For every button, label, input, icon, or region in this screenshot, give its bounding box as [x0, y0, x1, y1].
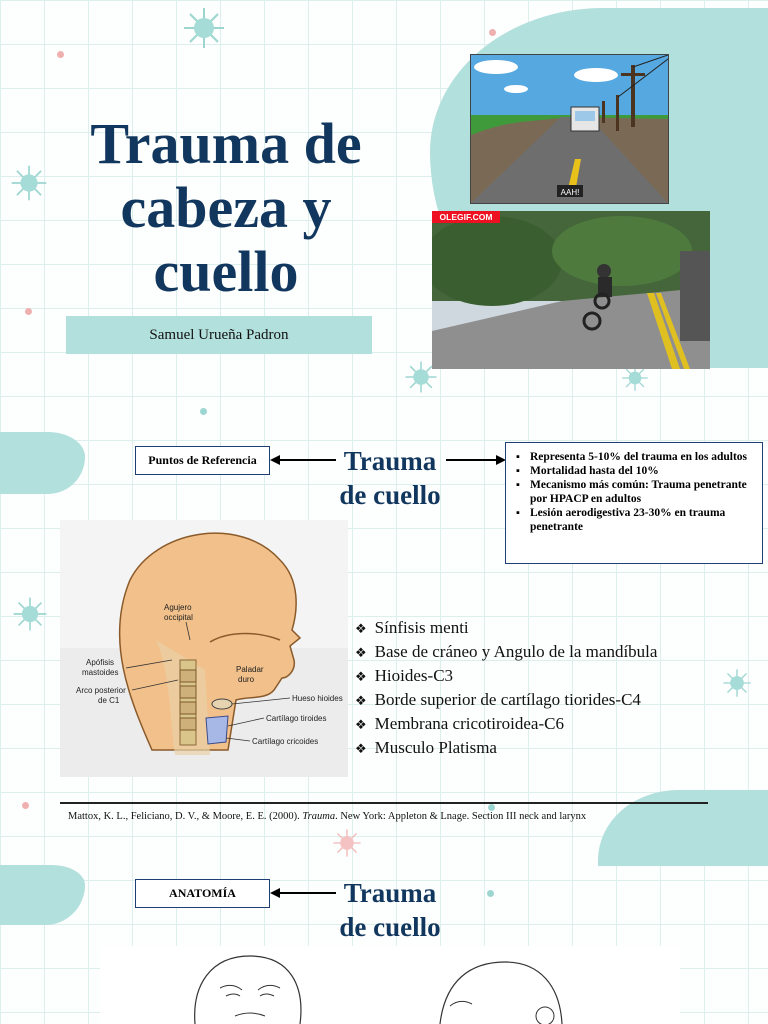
decor-dot	[25, 308, 32, 315]
virus-icon	[12, 596, 48, 632]
label-occipital: occipital	[164, 613, 193, 622]
cartoon-truck-image	[470, 54, 669, 204]
virus-icon	[332, 828, 362, 858]
neck-section-title	[332, 444, 448, 512]
label-paladar1: Paladar	[236, 665, 264, 674]
author-name: Samuel Urueña Padron	[66, 316, 372, 354]
landmark-item: ❖ Musculo Platisma	[355, 738, 497, 757]
neck-title-line1: Trauma	[343, 446, 437, 476]
virus-icon	[182, 6, 226, 50]
anatomy-title-line1: Trauma	[343, 878, 437, 908]
arrow-left-icon	[270, 885, 338, 901]
label-hioides: Hueso hioides	[292, 694, 343, 703]
cyclist-truck-photo	[432, 211, 710, 369]
decor-dot	[489, 29, 496, 36]
landmark-item: ❖ Membrana cricotiroidea-C6	[355, 714, 564, 733]
landmark-item: ❖ Borde superior de cartílago tiorides-C4	[355, 690, 641, 709]
teal-blob-left-2	[0, 865, 85, 925]
teal-blob-left-1	[0, 432, 85, 494]
label-arco1: Arco posterior	[76, 686, 126, 695]
landmark-item: ❖ Base de cráneo y Angulo de la mandíbula	[355, 642, 658, 661]
label-mastoides: mastoides	[82, 668, 119, 677]
label-apofisis: Apófisis	[86, 658, 115, 667]
diamond-bullet-icon: ❖	[355, 741, 367, 756]
neck-facts-box	[505, 442, 763, 564]
landmark-item: ❖ Sínfisis menti	[355, 618, 469, 637]
decor-dot	[487, 890, 494, 897]
decor-dot	[22, 802, 29, 809]
neck-anatomy-diagram	[60, 520, 348, 777]
fact-item: ▪ Representa 5-10% del trauma en los adultos	[514, 450, 754, 464]
reference-citation: Mattox, K. L., Feliciano, D. V., & Moore, E. E. (2000). Trauma. New York: Appleton & Lnage. Section III neck and larynx	[68, 811, 587, 822]
anatomy-section-title	[332, 876, 448, 944]
gif-watermark: OLEGIF.COM	[439, 212, 493, 222]
reference-points-label: Puntos de Referencia	[135, 446, 270, 475]
label-arco2: de C1	[98, 696, 120, 705]
diamond-bullet-icon: ❖	[355, 717, 367, 732]
arrow-left-icon	[270, 452, 338, 468]
label-agujero: Agujero	[164, 603, 192, 612]
arrow-right-icon	[444, 452, 506, 468]
decor-dot	[57, 51, 64, 58]
reference-divider	[60, 802, 708, 804]
head-sketches	[100, 946, 680, 1024]
fact-item: ▪ Lesión aerodigestiva 23-30% en trauma penetrante	[514, 506, 754, 534]
label-paladar2: duro	[238, 675, 255, 684]
landmark-item: ❖ Hioides-C3	[355, 666, 454, 685]
landmarks-list	[355, 616, 735, 760]
fact-item: ▪ Mortalidad hasta del 10%	[514, 464, 754, 478]
anatomy-label: ANATOMÍA	[135, 879, 270, 908]
label-tiroides: Cartílago tiroides	[266, 714, 327, 723]
diamond-bullet-icon: ❖	[355, 669, 367, 684]
diamond-bullet-icon: ❖	[355, 621, 367, 636]
virus-icon	[10, 164, 48, 202]
slide-title: Trauma de cabeza y cuello	[90, 111, 362, 304]
decor-dot	[200, 408, 207, 415]
neck-title-line2: de cuello	[339, 480, 441, 510]
cartoon-caption: AAH!	[560, 188, 580, 197]
diamond-bullet-icon: ❖	[355, 645, 367, 660]
label-cricoides: Cartílago cricoides	[252, 737, 319, 746]
decor-dot	[488, 804, 495, 811]
diamond-bullet-icon: ❖	[355, 693, 367, 708]
fact-item: ▪ Mecanismo más común: Trauma penetrante por HPACP en adultos	[514, 478, 754, 506]
anatomy-title-line2: de cuello	[339, 912, 441, 942]
